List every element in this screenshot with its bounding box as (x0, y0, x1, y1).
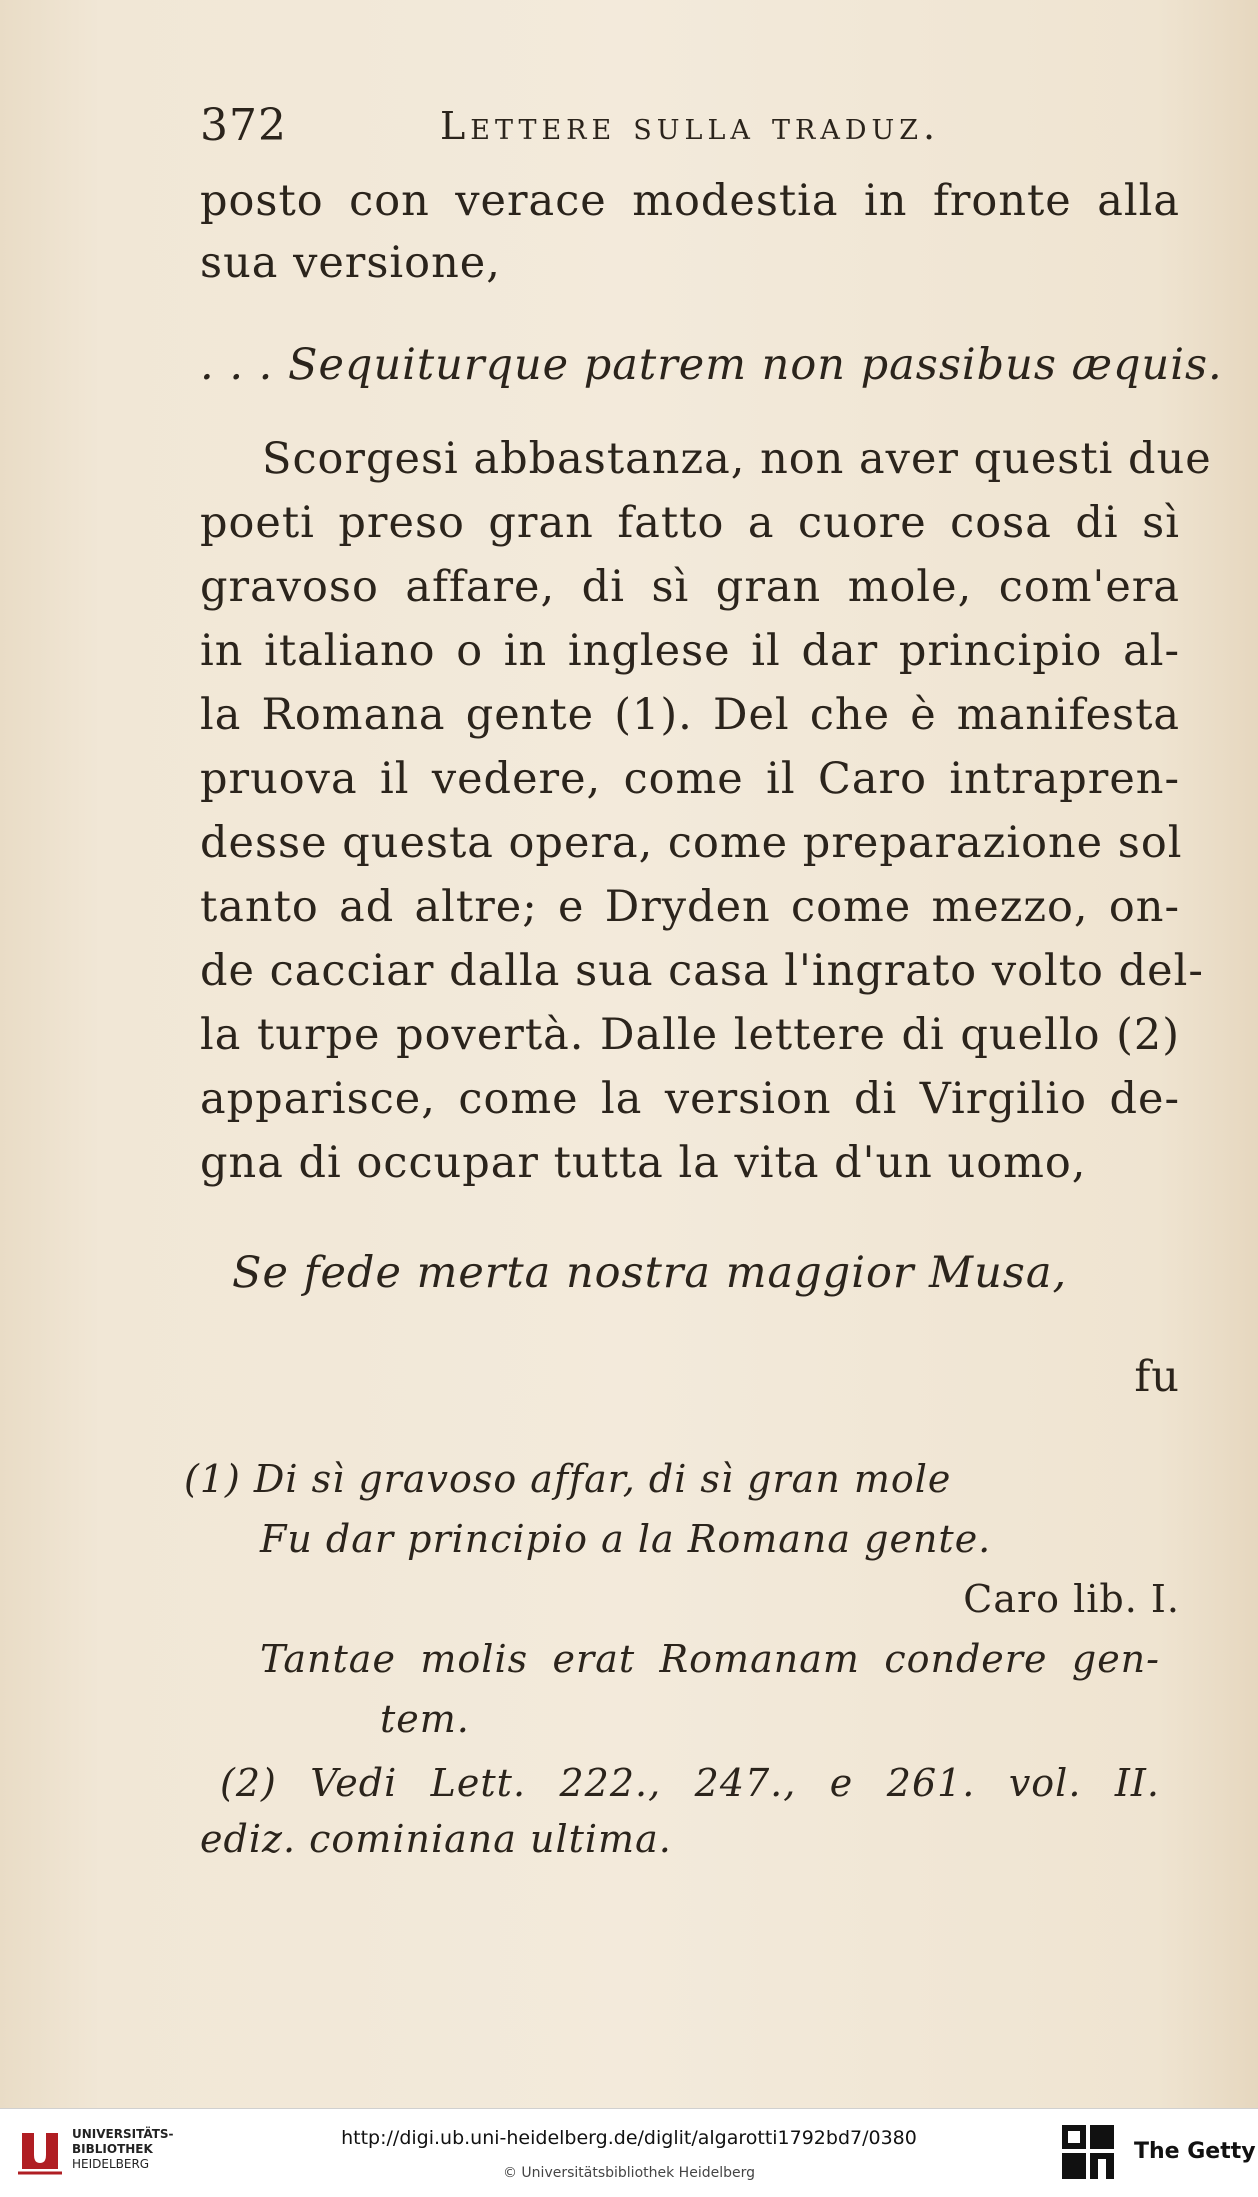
running-title: Lettere sulla traduz. (440, 104, 941, 148)
university-name-line: UNIVERSITÄTS- (72, 2127, 174, 2141)
text-line: gna di occupar tutta la vita d'un uomo, (200, 1138, 1087, 1188)
text-line: poeti preso gran fatto a cuore cosa di sì (200, 498, 1180, 548)
page-header (200, 100, 1160, 160)
getty-logo-icon (1060, 2123, 1116, 2181)
text-line: sua versione, (200, 238, 501, 288)
permalink-url[interactable]: http://digi.ub.uni-heidelberg.de/diglit/algarotti1792bd7/0380 (341, 2127, 917, 2149)
text-line: pruova il vedere, come il Caro intrapren- (200, 754, 1180, 804)
footnote-line: (1) Di sì gravoso affar, di sì gran mole (184, 1457, 952, 1501)
footnote-line: (2) Vedi Lett. 222., 247., e 261. vol. II. (220, 1761, 1160, 1805)
text-line: apparisce, come la version di Virgilio de- (200, 1074, 1180, 1124)
text-line: desse questa opera, come preparazione sol (200, 818, 1183, 868)
text-line: gravoso affare, di sì gran mole, com'era (200, 562, 1180, 612)
verse-line: Se fede merta nostra maggior Musa, (232, 1248, 1068, 1298)
footnote-line: tem. (380, 1697, 470, 1741)
footnote-line: Caro lib. I. (963, 1577, 1180, 1621)
footnote-line: Fu dar principio a la Romana gente. (260, 1517, 992, 1561)
university-name-line: HEIDELBERG (72, 2157, 150, 2171)
copyright-notice: © Universitätsbibliothek Heidelberg (502, 2165, 755, 2181)
viewer-footer (0, 2108, 1258, 2197)
text-line: posto con verace modestia in fronte alla (200, 176, 1180, 226)
text-line: la turpe povertà. Dalle lettere di quello (2) (200, 1010, 1180, 1060)
footnote-line: Tantae molis erat Romanam condere gen- (260, 1637, 1160, 1681)
text-line: de cacciar dalla sua casa l'ingrato volto del- (200, 946, 1204, 996)
text-line: tanto ad altre; e Dryden come mezzo, on- (200, 882, 1180, 932)
page-number: 372 (200, 100, 287, 151)
footnote-line: ediz. cominiana ultima. (200, 1817, 672, 1861)
getty-name: The Getty (1134, 2139, 1256, 2164)
quote-line: . . . Sequiturque patrem non passibus æquis. (200, 340, 1223, 390)
catchword: fu (1134, 1352, 1180, 1402)
text-line: Scorgesi abbastanza, non aver questi due (262, 434, 1212, 484)
text-line: la Romana gente (1). Del che è manifesta (200, 690, 1180, 740)
text-line: in italiano o in inglese il dar principio al- (200, 626, 1180, 676)
university-name-line: BIBLIOTHEK (72, 2142, 153, 2156)
